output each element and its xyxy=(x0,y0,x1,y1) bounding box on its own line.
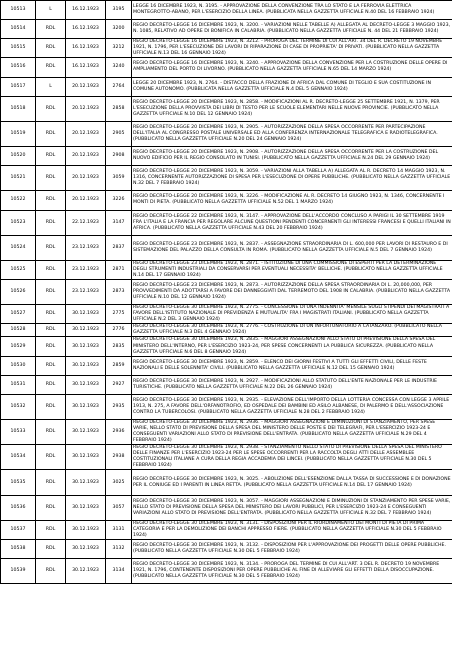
act-date: 16.12.1923 xyxy=(66,39,106,58)
act-number: 3057 xyxy=(106,495,132,520)
table-row xyxy=(1,20,452,39)
act-number: 2908 xyxy=(106,147,132,166)
record-number: 10515 xyxy=(1,39,36,58)
act-number: 3147 xyxy=(106,210,132,235)
act-number: 2837 xyxy=(106,235,132,260)
act-number: 2859 xyxy=(106,356,132,375)
record-number: 10536 xyxy=(1,495,36,520)
act-description: REGIO DECRETO-LEGGE 30 DICEMBRE 1923, N. 3131. - DISPOSIZIONI PER IL RIORDINAMENTO DEI MONTI DI PIETA DI PRIMA CATEGORIA E PER LA DEMOLIZIONE DEI BANCHI APPRESSO FIERE. (PUBBLICATO NELLA GAZZETTA UFFICIALE N.30 DEL 5 FEBBRAIO 1924) xyxy=(132,520,452,539)
act-description: REGIO DECRETO-LEGGE 30 DICEMBRE 1923, N. 2927. - MODIFICAZIONI ALLO STATUTO DELL'ENTE NAZIONALE PER LE INDUSTRIE TURISTICHE. (PUBBLICATO NELLA GAZZETTA UFFICIALE N.22 DEL 26 GENNAIO 1924) xyxy=(132,375,452,394)
table-row xyxy=(1,539,452,558)
act-description: REGIO DECRETO-LEGGE 20 DICEMBRE 1923, N. 2905. - AUTORIZZAZIONE DELLA SPESA OCCORRENTE PER PARTECIPAZIONE DELL'ITALIA AL CONGRESSO POSTALE UNIVERSALE ED ALLA CONFERENZA INTERNAZIONALE TELEGRAFICA E RADIOTELEGRAFICA. (PUBBLICATO NELLA GAZZETTA UFFICIALE N.20 DEL 24 GENNAIO 1924) xyxy=(132,121,452,146)
record-number: 10528 xyxy=(1,324,36,337)
act-description: REGIO DECRETO-LEGGE 20 DICEMBRE 1923, N. 2908. - AUTORIZZAZIONE DELLA SPESA OCCORRENTE PER LA COSTRUZIONE DEL NUOVO EDIFICIO PER IL REGIO CONSOLATO IN TUNISI. (PUBBLICATO NELLA GAZZETTA UFFICIALE N.24 DEL 29 GENNAIO 1924) xyxy=(132,147,452,166)
act-date: 30.12.1923 xyxy=(66,305,106,324)
table-row xyxy=(1,280,452,305)
record-number: 10527 xyxy=(1,305,36,324)
act-date: 30.12.1923 xyxy=(66,375,106,394)
act-number: 2835 xyxy=(106,337,132,356)
act-description: REGIO DECRETO-LEGGE 30 DICEMBRE 1923, N. 2936. - MAGGIORI ASSEGNAZIONI E DIMINUZIONI DI STANZIAMENTO, PER SPESE VARIE, NELLO STATO DI PREVISIONE DELLA SPESA DEL MINISTERO DELLE POSTE E DEI TELEGRAFI, PER L'ESERCIZIO 1923-24 E CONSEGUENTI VARIAZIONI ALLO STATO DI PREVISIONE DELL'ENTRATA. (PUBBLICATO NELLA GAZZETTA UFFICIALE N.29 DEL 4 FEBBRAIO 1924) xyxy=(132,420,452,445)
act-type: RDL xyxy=(36,166,66,191)
record-number: 10519 xyxy=(1,121,36,146)
table-row xyxy=(1,121,452,146)
act-type: RDL xyxy=(36,260,66,279)
act-description: REGIO DECRETO-LEGGE 16 DICEMBRE 1923, N. 3212. - PROROGA DEL TERMINE DI CUI ALL'ART. 34 DEL R. DECRETO 19 NOVEMBRE 1921, N. 1796, PER L'ESECUZIONE DEI LAVORI DI RIPARAZIONE DI CASE DI PROPRIETA' DI PRIVATI. (PUBBLICATO NELLA GAZZETTA UFFICIALE N.13 DEL 16 GENNAIO 1924) xyxy=(132,39,452,58)
act-date: 20.12.1923 xyxy=(66,77,106,96)
record-number: 10518 xyxy=(1,96,36,121)
table-row xyxy=(1,559,452,584)
act-type: RDL xyxy=(36,445,66,470)
act-date: 30.12.1923 xyxy=(66,470,106,495)
act-description: REGIO DECRETO-LEGGE 30 DICEMBRE 1923, N. 2935. - ELEVAZIONE DELL'IMPORTO DELLA LOTTERIA CONCESSA CON LEGGE 3 APRILE 1913, N. 275, A FAVORE DELL'ORFANOTROFIO, ED OSPEDALE DEI BAMBINI ED ASILO ALBANESE, DI PALERMO E DELL'ASSOCIAZIONE CONTRO LA TUBERCOLOSI. (PUBBLICATO NELLA GAZZETTA UFFICIALE N.28 DEL 2 FEBBRAIO 1924) xyxy=(132,394,452,419)
act-date: 30.12.1923 xyxy=(66,445,106,470)
act-description: REGIO DECRETO-LEGGE 30 DICEMBRE 1923, N. 2859. - ELENCO DEI GIORNI FESTIVI A TUTTI GLI EFFETTI CIVILI, DELLE FESTE NAZIONALI E DELLE SOLENNITA' CIVILI. (PUBBLICATO NELLA GAZZETTA UFFICIALE N.12 DEL 15 GENNAIO 1924) xyxy=(132,356,452,375)
act-number: 3212 xyxy=(106,39,132,58)
record-number: 10522 xyxy=(1,191,36,210)
act-date: 30.12.1923 xyxy=(66,337,106,356)
act-number: 2858 xyxy=(106,96,132,121)
act-date: 20.12.1923 xyxy=(66,121,106,146)
act-description: REGIO DECRETO-LEGGE 23 DICEMBRE 1923, N. 2837. - ASSEGNAZIONE STRAORDINARIA DI L. 600,000 PER LAVORI DI RESTAURO E DI SISTEMAZIONE DEL PALAZZO DELLA CONSULTA IN ROMA. (PUBBLICATO NELLA GAZZETTA UFFICIALE N.5 DEL 7 GENNAIO 1924) xyxy=(132,235,452,260)
act-number: 3134 xyxy=(106,559,132,584)
table-row xyxy=(1,58,452,77)
act-date: 16.12.1923 xyxy=(66,58,106,77)
act-number: 2935 xyxy=(106,394,132,419)
table-row xyxy=(1,520,452,539)
record-number: 10514 xyxy=(1,20,36,39)
record-number: 10532 xyxy=(1,394,36,419)
table-row xyxy=(1,356,452,375)
act-description: REGIO DECRETO-LEGGE 22 DICEMBRE 1923, N. 3147. - APPROVAZIONE DELL'ACCORDO CONCLUSO A PARIGI IL 30 SETTEMBRE 1919 FRA L'ITALIA E LA FRANCIA PER REGOLARE ALCUNE QUESTIONI PENDENTI CONCERNENTI GLI INTERESSI FRANCESI E QUELLI ITALIANI IN AFRICA. (PUBBLICATO NELLA GAZZETTA UFFICIALE N.43 DEL 20 FEBBRAIO 1924) xyxy=(132,210,452,235)
act-type: L xyxy=(36,77,66,96)
act-number: 2871 xyxy=(106,260,132,279)
act-number: 3226 xyxy=(106,191,132,210)
act-type: RDL xyxy=(36,305,66,324)
act-type: RDL xyxy=(36,96,66,121)
table-row xyxy=(1,96,452,121)
act-type: RDL xyxy=(36,420,66,445)
act-type: RDL xyxy=(36,58,66,77)
act-description: REGIO DECRETO-LEGGE 30 DICEMBRE 1923, N. 3132. - DISPOSIZIONI PER L'APPROVAZIONE DEI PROGETTI DELLE OPERE PUBBLICHE. (PUBBLICATO NELLA GAZZETTA UFFICIALE N.30 DEL 5 FEBBRAIO 1924) xyxy=(132,539,452,558)
act-date: 20.12.1923 xyxy=(66,96,106,121)
table-row xyxy=(1,235,452,260)
record-number: 10538 xyxy=(1,539,36,558)
act-date: 30.12.1923 xyxy=(66,539,106,558)
act-description: REGIO DECRETO-LEGGE 30 DICEMBRE 1923, N. 2775. - CONCESSIONE DI UNA INDENNITA' MENSILE SUGLI STIPENDI DEI MAGISTRATI A FAVORE DELL'ISTITUTO NAZIONALE DI PREVIDENZA E MUTUALITA' FRA I MAGISTRATI ITALIANI. (PUBBLICATO NELLA GAZZETTA UFFICIALE N.2 DEL 3 GENNAIO 1924) xyxy=(132,305,452,324)
table-row xyxy=(1,166,452,191)
act-number: 3132 xyxy=(106,539,132,558)
act-type: RDL xyxy=(36,280,66,305)
act-type: RDL xyxy=(36,324,66,337)
record-number: 10525 xyxy=(1,260,36,279)
act-description: REGIO DECRETO-LEGGE 30 DICEMBRE 1923, N. 3134. - PROROGA DEL TERMINE DI CUI ALL'ART. 3 DEL R. DECRETO 19 NOVEMBRE 1921, N. 1796, CONTENENTE DISPOSIZIONI PER OPERE PUBBLICHE AL FINE DI ALLEVIARE GLI EFFETTI DELLA DISOCCUPAZIONE. (PUBBLICATO NELLA GAZZETTA UFFICIALE N.30 DEL 5 FEBBRAIO 1924) xyxy=(132,559,452,584)
act-type: RDL xyxy=(36,356,66,375)
table-row xyxy=(1,147,452,166)
act-description: REGIO DECRETO-LEGGE 23 DICEMBRE 1923, N. 2871. - ISTITUZIONE DI UNA COMMISSIONE DI ESPERTI PER LA DETERMINAZIONE DEGLI STRUMENTI INDUSTRIALI DA CONSERVARSI PER EVENTUALI NECESSITA' BELLICHE. (PUBBLICATO NELLA GAZZETTA UFFICIALE N.14 DEL 17 GENNAIO 1924) xyxy=(132,260,452,279)
record-number: 10520 xyxy=(1,147,36,166)
act-date: 20.12.1923 xyxy=(66,147,106,166)
act-type: RDL xyxy=(36,147,66,166)
table-row xyxy=(1,39,452,58)
record-number: 10530 xyxy=(1,356,36,375)
act-description: REGIO DECRETO-LEGGE 20 DICEMBRE 1923, N. 2858. - MODIFICAZIONI AL R. DECRETO-LEGGE 25 SETTEMBRE 1921, N. 1379, PER L'ESECUZIONE DELLA PROVVISTA DEI LIBRI DI TESTO PER LE SCUOLE ELEMENTARI NELLE NUOVE PROVINCIE. (PUBBLICATO NELLA GAZZETTA UFFICIALE N.10 DEL 12 GENNAIO 1924) xyxy=(132,96,452,121)
table-row xyxy=(1,420,452,445)
act-description: REGIO DECRETO-LEGGE 16 DICEMBRE 1923, N. 3240. - APPROVAZIONE DELLA CONVENZIONE PER LA COSTRUZIONE DELLE OPERE DI AMPLIAMENTO DEL PORTO DI LIVORNO. (PUBBLICATO NELLA GAZZETTA UFFICIALE N.65 DEL 14 MARZO 1924) xyxy=(132,58,452,77)
table-row xyxy=(1,375,452,394)
act-date: 30.12.1923 xyxy=(66,356,106,375)
act-date: 30.12.1923 xyxy=(66,394,106,419)
act-type: RDL xyxy=(36,337,66,356)
table-row xyxy=(1,1,452,20)
act-number: 2936 xyxy=(106,420,132,445)
table-row xyxy=(1,337,452,356)
table-row xyxy=(1,191,452,210)
act-date: 30.12.1923 xyxy=(66,495,106,520)
table-row xyxy=(1,394,452,419)
act-description: REGIO DECRETO-LEGGE 30 DICEMBRE 1923, N. 3025. - ABOLIZIONE DELL'ESENZIONE DALLA TASSA DI SUCCESSIONE E DI DONAZIONE PER IL CONIUGE ED I PARENTI IN LINEA RETTA. (PUBBLICATO NELLA GAZZETTA UFFICIALE N.14 DEL 17 GENNAIO 1924) xyxy=(132,470,452,495)
act-type: RDL xyxy=(36,121,66,146)
act-type: RDL xyxy=(36,39,66,58)
act-date: 23.12.1923 xyxy=(66,280,106,305)
act-number: 2873 xyxy=(106,280,132,305)
act-description: REGIO DECRETO-LEGGE 23 DICEMBRE 1923, N. 2873. - AUTORIZZAZIONE DELLA SPESA STRAORDINARIA DI L. 20,000,000, PER PROVVEDIMENTI DA ADOTTARSI A FAVORE DEI DANNEGGIATI DAL TERREMOTO DEL 1908 IN CALABRIA. (PUBBLICATO NELLA GAZZETTA UFFICIALE N.10 DEL 12 GENNAIO 1924) xyxy=(132,280,452,305)
act-date: 23.12.1923 xyxy=(66,235,106,260)
act-description: LEGGE 20 DICEMBRE 1923, N. 2764. - DISTACCO DELLA FRAZIONE DI AFRICA DAL COMUNE DI TEGLIO E SUA COSTITUZIONE IN COMUNE AUTONOMO. (PUBBLICATA NELLA GAZZETTA UFFICIALE N.4 DEL 5 GENNAIO 1924) xyxy=(132,77,452,96)
act-description: REGIO DECRETO-LEGGE 20 DICEMBRE 1923, N. 3059. - VARIAZIONI ALLA TABELLA A) ALLEGATA AL R. DECRETO 14 MAGGIO 1923, N. 1316, CONCERNENTE AUTORIZZAZIONE DI SPESA PER L'ESECUZIONE DI OPERE PUBBLICHE. (PUBBLICATO NELLA GAZZETTA UFFICIALE N.32 DEL 7 FEBBRAIO 1924) xyxy=(132,166,452,191)
table-row xyxy=(1,324,452,337)
act-type: RDL xyxy=(36,210,66,235)
act-date: 30.12.1923 xyxy=(66,520,106,539)
act-number: 2938 xyxy=(106,445,132,470)
table-row xyxy=(1,470,452,495)
record-number: 10526 xyxy=(1,280,36,305)
record-number: 10523 xyxy=(1,210,36,235)
act-number: 2776 xyxy=(106,324,132,337)
record-number: 10537 xyxy=(1,520,36,539)
act-description: REGIO DECRETO-LEGGE 20 DICEMBRE 1923, N. 3226. - MODIFICAZIONE AL R. DECRETO 14 GIUGNO 1923, N. 1346, CONCERNENTE I MONTI DI PIETA. (PUBBLICATO NELLA GAZZETTA UFFICIALE N.52 DEL 1 MARZO 1924) xyxy=(132,191,452,210)
record-number: 10524 xyxy=(1,235,36,260)
act-number: 3131 xyxy=(106,520,132,539)
record-number: 10535 xyxy=(1,470,36,495)
act-type: L xyxy=(36,1,66,20)
record-number: 10521 xyxy=(1,166,36,191)
act-number: 2775 xyxy=(106,305,132,324)
act-date: 23.12.1923 xyxy=(66,260,106,279)
record-number: 10534 xyxy=(1,445,36,470)
act-type: RDL xyxy=(36,375,66,394)
act-description: LEGGE 16 DICEMBRE 1923, N. 3195. - APPROVAZIONE DELLA CONVENZIONE TRA LO STATO E LA FERROVIA ELETTRICA MONTEGROTTO-ABANO, PER L'ESERCIZIO DELLA LINEA. (PUBBLICATA NELLA GAZZETTA UFFICIALE N.40 DEL 16 FEBBRAIO 1924) xyxy=(132,1,452,20)
act-description: REGIO DECRETO-LEGGE 30 DICEMBRE 1923, N. 2938. - STANZIAMENTO NELLO STATO DI PREVISIONE DELLA SPESA DEL MINISTERO DELLE FINANZE PER L'ESERCIZIO 1923-24 PER LE SPESE OCCORRENTI PER LA RACCOLTA DEGLI ATTI DELLE ASSEMBLEE COSTITUZIONALI ITALIANE A CURA DELLA REGIA ACCADEMIA DEI LINCEI. (PUBBLICATO NELLA GAZZETTA UFFICIALE N.30 DEL 5 FEBBRAIO 1924) xyxy=(132,445,452,470)
register-body xyxy=(1,1,452,584)
act-date: 20.12.1923 xyxy=(66,191,106,210)
act-type: RDL xyxy=(36,520,66,539)
act-number: 3195 xyxy=(106,1,132,20)
act-date: 30.12.1923 xyxy=(66,324,106,337)
act-type: RDL xyxy=(36,559,66,584)
act-type: RDL xyxy=(36,191,66,210)
table-row xyxy=(1,210,452,235)
act-description: REGIO DECRETO-LEGGE 30 DICEMBRE 1923, N. 3057. - MAGGIORI ASSEGNAZIONI E DIMINUZIONI DI STANZIAMENTO PER SPESE VARIE, NELLO STATO DI PREVISIONE DELLA SPESA DEL MINISTERO DEI LAVORI PUBBLICI, PER L'ESERCIZIO 1923-24 E CONSEGUENTI VARIAZIONI ALLO STATO DI PREVISIONE DELL'ENTRATA. (PUBBLICATO NELLA GAZZETTA UFFICIALE N.32 DEL 7 FEBBRAIO 1924) xyxy=(132,495,452,520)
act-type: RDL xyxy=(36,495,66,520)
record-number: 10517 xyxy=(1,77,36,96)
table-row xyxy=(1,305,452,324)
act-type: RDL xyxy=(36,394,66,419)
act-date: 20.12.1923 xyxy=(66,166,106,191)
act-number: 2927 xyxy=(106,375,132,394)
record-number: 10539 xyxy=(1,559,36,584)
record-number: 10533 xyxy=(1,420,36,445)
act-type: RDL xyxy=(36,539,66,558)
act-type: RDL xyxy=(36,20,66,39)
act-type: RDL xyxy=(36,235,66,260)
act-date: 16.12.1923 xyxy=(66,20,106,39)
act-type: RDL xyxy=(36,470,66,495)
act-number: 3200 xyxy=(106,20,132,39)
table-row xyxy=(1,445,452,470)
record-number: 10529 xyxy=(1,337,36,356)
act-description: REGIO DECRETO-LEGGE 30 DICEMBRE 1923, N. 2776. - COSTRUZIONE DI UN INFORTUNATORIO A CATANZARO. (PUBBLICATO NELLA GAZZETTA UFFICIALE N.3 DEL 4 GENNAIO 1924) xyxy=(132,324,452,337)
record-number: 10513 xyxy=(1,1,36,20)
act-description: REGIO DECRETO-LEGGE 30 DICEMBRE 1923, N. 2835. - MAGGIORI ASSEGNAZIONI ALLO STATO DI PREVISIONE DELLA SPESA DEL MINISTERO DELL'INTERNO, PER L'ESERCIZIO 1923-24, PER SPESE CONCERNENTI LA PUBBLICA SICUREZZA. (PUBBLICATO NELLA GAZZETTA UFFICIALE N.6 DEL 8 GENNAIO 1924) xyxy=(132,337,452,356)
table-row xyxy=(1,77,452,96)
record-number: 10531 xyxy=(1,375,36,394)
table-row xyxy=(1,260,452,279)
act-date: 30.12.1923 xyxy=(66,559,106,584)
act-date: 22.12.1923 xyxy=(66,210,106,235)
record-number: 10516 xyxy=(1,58,36,77)
act-number: 3240 xyxy=(106,58,132,77)
act-description: REGIO DECRETO-LEGGE 16 DICEMBRE 1923, N. 3200. - VARIAZIONI NELLE TABELLE A) ALLEGATA AL DECRETO-LEGGE 3 MAGGIO 1923, N. 1085, RELATIVO AD OPERE DI BONIFICA IN CALABRIA. (PUBBLICATO NELLA GAZZETTA UFFICIALE N. 44 DEL 21 FEBBRAIO 1924) xyxy=(132,20,452,39)
table-row xyxy=(1,495,452,520)
act-number: 3059 xyxy=(106,166,132,191)
act-number: 2764 xyxy=(106,77,132,96)
act-number: 3025 xyxy=(106,470,132,495)
act-date: 30.12.1923 xyxy=(66,420,106,445)
act-number: 2905 xyxy=(106,121,132,146)
act-date: 16.12.1923 xyxy=(66,1,106,20)
